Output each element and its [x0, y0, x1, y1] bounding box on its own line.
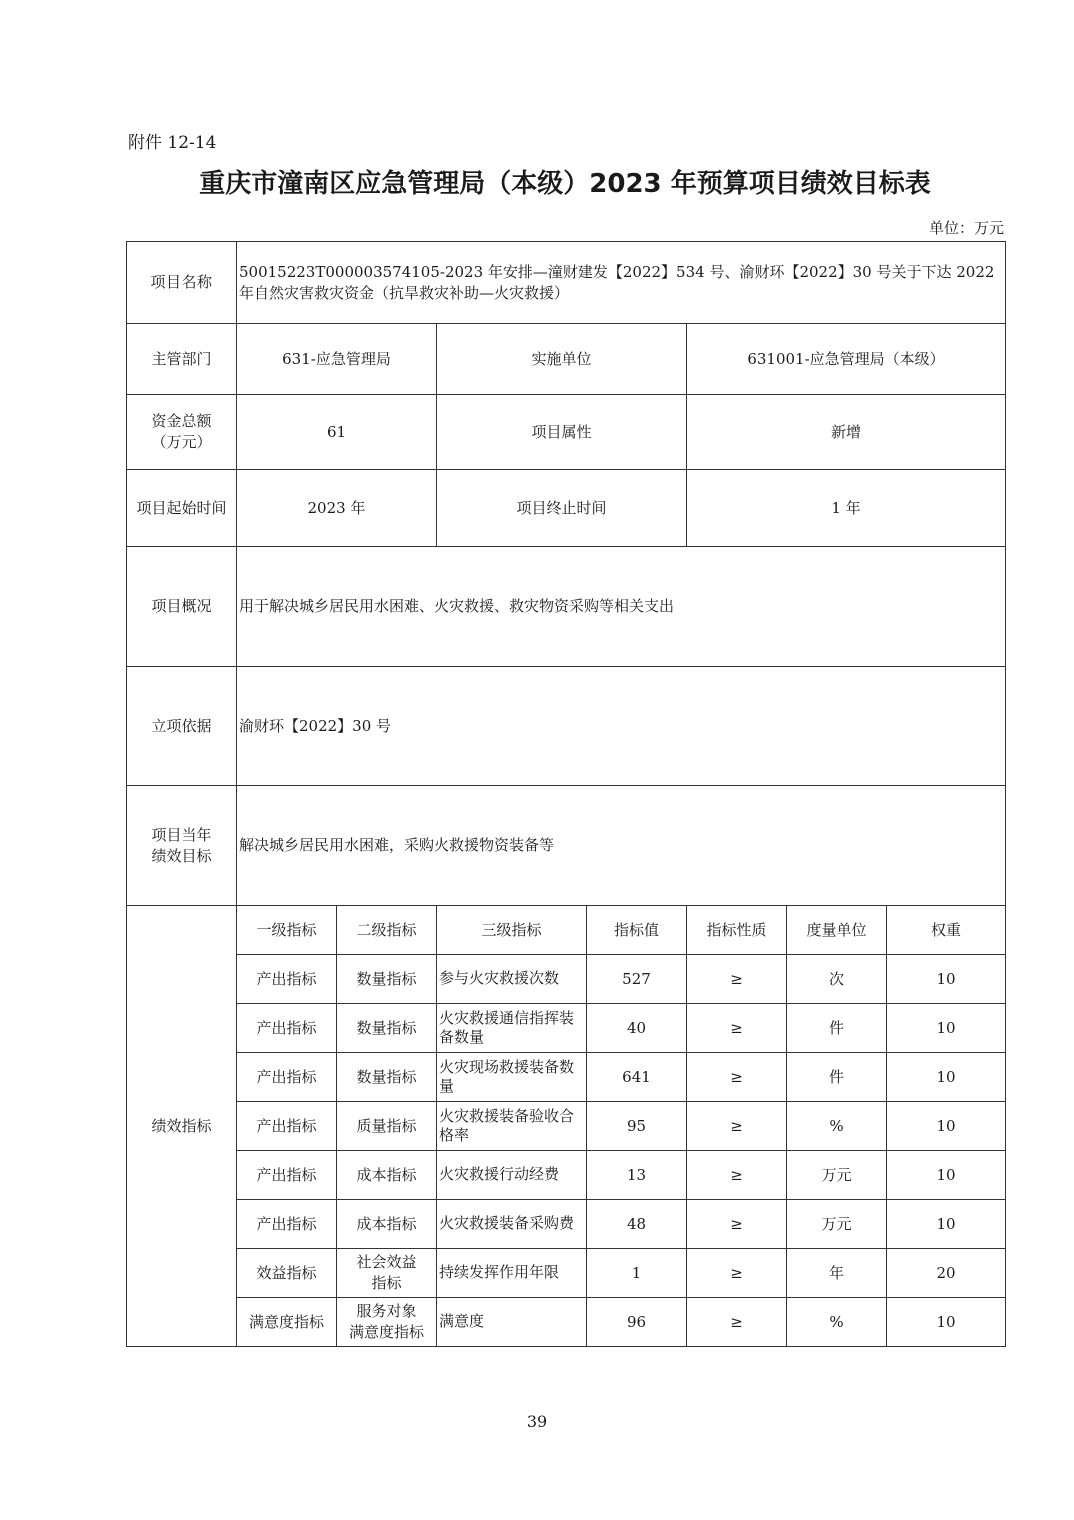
indicator-l1: 产出指标 [237, 1200, 337, 1249]
indicator-l2 [337, 1200, 437, 1249]
indicator-l2 [337, 1249, 437, 1298]
indicator-l2-line1: 服务对象 [356, 1302, 417, 1320]
funds-label [127, 395, 237, 470]
end-label: 项目终止时间 [437, 470, 687, 547]
indicator-row [127, 1151, 1006, 1200]
indicator-l2 [337, 1151, 437, 1200]
indicator-l2-line2: 指标 [371, 1274, 402, 1292]
indicator-l2-line1: 成本指标 [356, 1214, 417, 1233]
indicator-l2-line1: 数量指标 [356, 1067, 417, 1086]
row-period [127, 470, 1006, 547]
indicator-row [127, 1249, 1006, 1298]
indicator-l1: 产出指标 [237, 1151, 337, 1200]
header-nature: 指标性质 [687, 906, 787, 955]
indicator-value: 641 [587, 1053, 687, 1102]
indicator-value: 1 [587, 1249, 687, 1298]
header-l2: 二级指标 [337, 906, 437, 955]
indicator-l2-line1: 质量指标 [356, 1116, 417, 1135]
overview-label: 项目概况 [127, 547, 237, 667]
indicator-row [127, 955, 1006, 1004]
indicator-unit: 万元 [787, 1151, 887, 1200]
performance-table [126, 241, 1006, 1347]
row-basis [127, 667, 1006, 786]
indicator-value: 40 [587, 1004, 687, 1053]
goal-label-line1: 项目当年 [151, 825, 212, 844]
dept-label: 主管部门 [127, 324, 237, 395]
indicator-value: 48 [587, 1200, 687, 1249]
indicator-l2-line1: 数量指标 [356, 1018, 417, 1037]
goal-label-line2: 绩效目标 [151, 846, 212, 865]
indicator-l1: 产出指标 [237, 1004, 337, 1053]
indicator-unit: % [787, 1102, 887, 1151]
indicator-unit: 件 [787, 1053, 887, 1102]
indicator-l2-line1: 成本指标 [356, 1165, 417, 1184]
indicator-weight: 10 [887, 1151, 1006, 1200]
indicator-nature: ≥ [687, 955, 787, 1004]
basis-value: 渝财环【2022】30 号 [237, 667, 1006, 786]
indicator-weight: 20 [887, 1249, 1006, 1298]
indicator-value: 95 [587, 1102, 687, 1151]
indicator-weight: 10 [887, 1004, 1006, 1053]
header-value: 指标值 [587, 906, 687, 955]
indicator-l3: 参与火灾救援次数 [437, 955, 587, 1004]
project-name-value: 50015223T000003574105-2023 年安排—潼财建发【2022】534 号、渝财环【2022】30 号关于下达 2022 年自然灾害救灾资金（抗旱救灾补助—火灾救援） [237, 242, 1006, 324]
unit-label: 单位：万元 [928, 219, 1004, 237]
indicator-weight: 10 [887, 1053, 1006, 1102]
indicator-weight: 10 [887, 1200, 1006, 1249]
indicator-l1: 产出指标 [237, 1102, 337, 1151]
indicator-l3: 火灾现场救援装备数量 [437, 1053, 587, 1102]
goal-value: 解决城乡居民用水困难，采购火救援物资装备等 [237, 786, 1006, 906]
indicators-section-label: 绩效指标 [127, 906, 237, 1347]
indicator-nature: ≥ [687, 1053, 787, 1102]
end-value: 1 年 [687, 470, 1006, 547]
indicator-nature: ≥ [687, 1249, 787, 1298]
row-project-name [127, 242, 1006, 324]
header-unit: 度量单位 [787, 906, 887, 955]
basis-label: 立项依据 [127, 667, 237, 786]
indicator-nature: ≥ [687, 1004, 787, 1053]
indicator-l2-line1: 社会效益 [356, 1253, 417, 1271]
indicator-weight: 10 [887, 1298, 1006, 1347]
indicator-row [127, 1053, 1006, 1102]
indicator-value: 527 [587, 955, 687, 1004]
indicator-unit: % [787, 1298, 887, 1347]
funds-label-line1: 资金总额 [151, 412, 212, 430]
indicator-l1: 产出指标 [237, 1053, 337, 1102]
funds-value: 61 [237, 395, 437, 470]
start-value: 2023 年 [237, 470, 437, 547]
overview-value: 用于解决城乡居民用水困难、火灾救援、救灾物资采购等相关支出 [237, 547, 1006, 667]
indicator-l1: 产出指标 [237, 955, 337, 1004]
indicator-l3: 满意度 [437, 1298, 587, 1347]
start-label: 项目起始时间 [127, 470, 237, 547]
indicator-l2-line2: 满意度指标 [348, 1323, 424, 1341]
indicator-l2 [337, 1053, 437, 1102]
indicator-row [127, 1200, 1006, 1249]
impl-value: 631001-应急管理局（本级） [687, 324, 1006, 395]
indicator-l2 [337, 1298, 437, 1347]
indicator-nature: ≥ [687, 1102, 787, 1151]
indicator-l2 [337, 1004, 437, 1053]
indicator-l3: 火灾救援装备采购费 [437, 1200, 587, 1249]
indicator-l3: 持续发挥作用年限 [437, 1249, 587, 1298]
indicator-header-row [127, 906, 1006, 955]
indicator-nature: ≥ [687, 1200, 787, 1249]
indicator-row [127, 1102, 1006, 1151]
indicator-nature: ≥ [687, 1298, 787, 1347]
impl-label: 实施单位 [437, 324, 687, 395]
row-funds [127, 395, 1006, 470]
indicator-l2-line1: 数量指标 [356, 969, 417, 988]
header-weight: 权重 [887, 906, 1006, 955]
indicator-l3: 火灾救援装备验收合格率 [437, 1102, 587, 1151]
indicator-weight: 10 [887, 1102, 1006, 1151]
row-overview [127, 547, 1006, 667]
indicator-row [127, 1298, 1006, 1347]
project-name-label: 项目名称 [127, 242, 237, 324]
header-l3: 三级指标 [437, 906, 587, 955]
dept-value: 631-应急管理局 [237, 324, 437, 395]
indicator-unit: 万元 [787, 1200, 887, 1249]
indicator-unit: 年 [787, 1249, 887, 1298]
indicator-l3: 火灾救援通信指挥装备数量 [437, 1004, 587, 1053]
indicator-unit: 次 [787, 955, 887, 1004]
attr-value: 新增 [687, 395, 1006, 470]
row-goal [127, 786, 1006, 906]
header-l1: 一级指标 [237, 906, 337, 955]
indicator-weight: 10 [887, 955, 1006, 1004]
funds-label-line2: （万元） [151, 433, 212, 451]
indicator-l1: 满意度指标 [237, 1298, 337, 1347]
goal-label [127, 786, 237, 906]
page-number: 39 [526, 1412, 548, 1431]
row-department [127, 324, 1006, 395]
attr-label: 项目属性 [437, 395, 687, 470]
indicator-value: 13 [587, 1151, 687, 1200]
indicator-l3: 火灾救援行动经费 [437, 1151, 587, 1200]
indicator-l2 [337, 1102, 437, 1151]
indicator-unit: 件 [787, 1004, 887, 1053]
indicator-value: 96 [587, 1298, 687, 1347]
page-title: 重庆市潼南区应急管理局（本级）2023 年预算项目绩效目标表 [199, 169, 931, 199]
indicator-l1: 效益指标 [237, 1249, 337, 1298]
indicator-nature: ≥ [687, 1151, 787, 1200]
attachment-label: 附件 12-14 [128, 133, 217, 153]
indicator-row [127, 1004, 1006, 1053]
indicator-l2 [337, 955, 437, 1004]
